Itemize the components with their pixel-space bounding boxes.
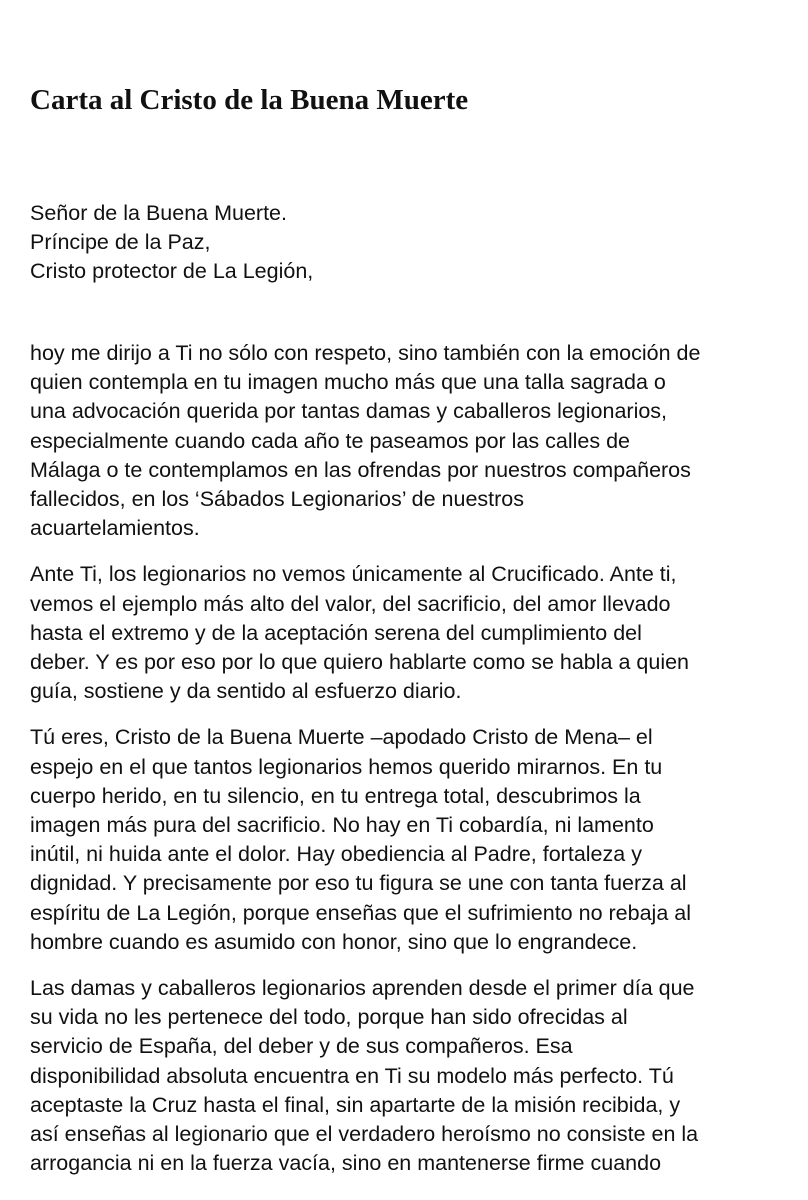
paragraph-1 (30, 339, 790, 543)
text-line: Málaga o te contemplamos en las ofrendas por nuestros compañeros (30, 457, 691, 482)
salutation-line: Señor de la Buena Muerte. (30, 201, 287, 225)
paragraph-3 (30, 723, 790, 957)
text-line: disponibilidad absoluta encuentra en Ti su modelo más perfecto. Tú (30, 1063, 674, 1088)
text-line: fallecidos, en los ‘Sábados Legionarios’ de nuestros (30, 487, 525, 512)
text-line: una advocación querida por tantas damas y caballeros legionarios, (30, 399, 668, 424)
text-line: hombre cuando es asumido con honor, sino que lo engrandece. (30, 929, 638, 954)
text-line: guía, sostiene y da sentido al esfuerzo diario. (30, 679, 462, 704)
letter-body (30, 339, 790, 1195)
text-line: así enseñas al legionario que el verdadero heroísmo no consiste en la (30, 1122, 699, 1147)
paragraph-4 (30, 974, 790, 1178)
text-line: acuartelamientos. (30, 516, 200, 541)
text-line: arrogancia ni en la fuerza vacía, sino en mantenerse firme cuando (30, 1151, 662, 1176)
salutation-line: Cristo protector de La Legión, (30, 259, 314, 284)
text-line: quien contempla en tu imagen mucho más que una talla sagrada o (30, 370, 666, 395)
text-line: espejo en el que tantos legionarios hemos querido mirarnos. En tu (30, 754, 663, 779)
text-line: cuerpo herido, en tu silencio, en tu entrega total, descubrimos la (30, 783, 641, 808)
document-title: Carta al Cristo de la Buena Muerte (30, 84, 469, 116)
text-line: hasta el extremo y de la aceptación serena del cumplimiento del (30, 620, 642, 645)
text-line: aceptaste la Cruz hasta el final, sin apartarte de la misión recibida, y (30, 1092, 681, 1117)
text-line: Tú eres, Cristo de la Buena Muerte –apodado Cristo de Mena– el (30, 725, 653, 750)
text-line: su vida no les pertenece del todo, porque han sido ofrecidas al (30, 1005, 628, 1030)
paragraph-2 (30, 560, 790, 706)
text-line: servicio de España, del deber y de sus compañeros. Esa (30, 1034, 573, 1059)
text-line: vemos el ejemplo más alto del valor, del sacrificio, del amor llevado (30, 591, 671, 616)
salutation-line: Príncipe de la Paz, (30, 230, 211, 255)
text-line: especialmente cuando cada año te paseamos por las calles de (30, 428, 630, 453)
text-line: Ante Ti, los legionarios no vemos únicamente al Crucificado. Ante ti, (30, 562, 677, 587)
text-line: imagen más pura del sacrificio. No hay en Ti cobardía, ni lamento (30, 813, 654, 838)
text-line: dignidad. Y precisamente por eso tu figura se une con tanta fuerza al (30, 871, 687, 896)
text-line: deber. Y es por eso por lo que quiero hablarte como se habla a quien (30, 650, 690, 675)
text-line: hoy me dirijo a Ti no sólo con respeto, sino también con la emoción de (30, 341, 701, 365)
text-line: Las damas y caballeros legionarios aprenden desde el primer día que (30, 976, 695, 1001)
text-line: inútil, ni huida ante el dolor. Hay obediencia al Padre, fortaleza y (30, 842, 642, 867)
text-line: espíritu de La Legión, porque enseñas que el sufrimiento no rebaja al (30, 900, 691, 925)
salutation (30, 199, 313, 287)
